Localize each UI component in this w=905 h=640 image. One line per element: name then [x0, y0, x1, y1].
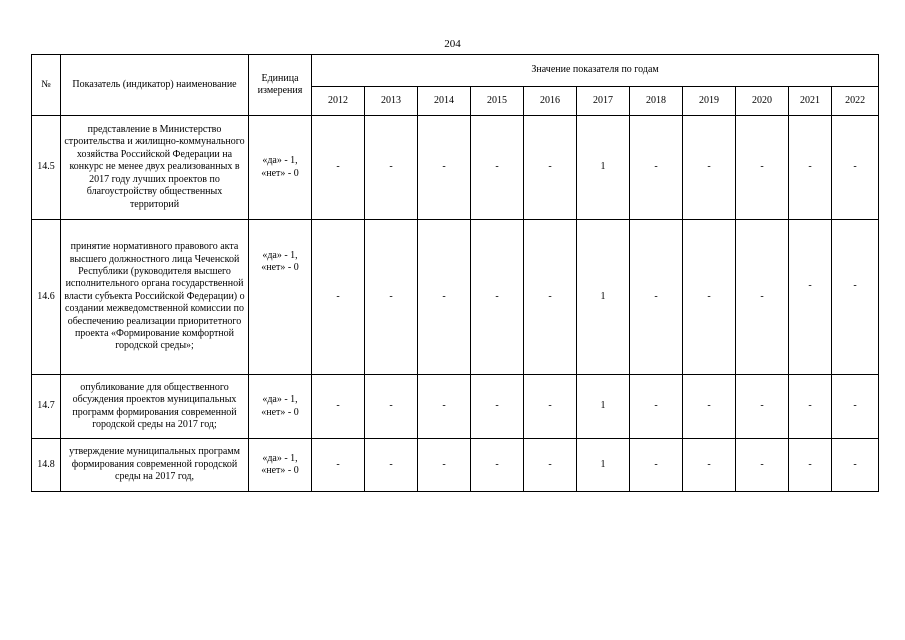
value-cell: -: [524, 375, 577, 439]
value-cell: -: [630, 220, 683, 375]
value-cell: -: [471, 220, 524, 375]
value-cell: -: [789, 116, 832, 220]
value-cell: -: [365, 220, 418, 375]
year-header: 2017: [577, 87, 630, 116]
year-header: 2020: [736, 87, 789, 116]
header-row-1: [32, 55, 879, 87]
indicator-name: принятие нормативного правового акта высшего должностного лица Чеченской Республики (руководителя высшего исполнительного органа государственной власти субъекта Российской Федерации) о создании межведомственной комиссии по обеспечению реализации приоритетного проекта «Формирование комфортной городской среды»;: [61, 220, 249, 375]
value-cell: -: [789, 375, 832, 439]
col-header-num: №: [32, 55, 61, 116]
page-number: 204: [444, 38, 461, 50]
year-header: 2019: [683, 87, 736, 116]
year-header: 2014: [418, 87, 471, 116]
year-header: 2015: [471, 87, 524, 116]
value-cell: -: [471, 375, 524, 439]
value-cell: -: [736, 116, 789, 220]
col-header-values-by-year: Значение показателя по годам: [312, 55, 879, 87]
value-cell: -: [524, 116, 577, 220]
indicator-table: [31, 54, 879, 492]
value-cell: 1: [577, 116, 630, 220]
table-row: [32, 375, 879, 439]
value-cell: -: [683, 116, 736, 220]
value-cell: -: [312, 220, 365, 375]
value-cell: -: [832, 220, 879, 375]
year-header: 2022: [832, 87, 879, 116]
table-row: [32, 220, 879, 375]
year-header: 2016: [524, 87, 577, 116]
row-number: 14.5: [32, 116, 61, 220]
col-header-unit: Единица измерения: [249, 55, 312, 116]
value-cell: -: [832, 439, 879, 492]
value-cell: -: [832, 116, 879, 220]
row-number: 14.8: [32, 439, 61, 492]
table-row: [32, 439, 879, 492]
value-cell: -: [312, 439, 365, 492]
value-cell: -: [365, 375, 418, 439]
value-cell: -: [630, 375, 683, 439]
value-cell: -: [683, 220, 736, 375]
value-cell: -: [832, 375, 879, 439]
row-number: 14.6: [32, 220, 61, 375]
col-header-indicator: Показатель (индикатор) наименование: [61, 55, 249, 116]
value-cell: 1: [577, 439, 630, 492]
value-cell: -: [789, 439, 832, 492]
year-header: 2018: [630, 87, 683, 116]
value-cell: -: [736, 439, 789, 492]
value-cell: -: [312, 375, 365, 439]
value-cell: -: [471, 116, 524, 220]
row-number: 14.7: [32, 375, 61, 439]
value-cell: -: [630, 116, 683, 220]
value-cell: -: [524, 439, 577, 492]
value-cell: -: [418, 116, 471, 220]
unit-cell: «да» - 1, «нет» - 0: [249, 439, 312, 492]
year-header: 2013: [365, 87, 418, 116]
unit-cell: «да» - 1, «нет» - 0: [249, 220, 312, 375]
value-cell: -: [418, 439, 471, 492]
table-row: [32, 116, 879, 220]
year-header: 2021: [789, 87, 832, 116]
value-cell: -: [683, 375, 736, 439]
unit-cell: «да» - 1, «нет» - 0: [249, 116, 312, 220]
value-cell: -: [365, 439, 418, 492]
value-cell: 1: [577, 220, 630, 375]
indicator-name: опубликование для общественного обсуждения проектов муниципальных программ формирования современной городской среды на 2017 год;: [61, 375, 249, 439]
value-cell: -: [418, 375, 471, 439]
value-cell: -: [630, 439, 683, 492]
year-header: 2012: [312, 87, 365, 116]
value-cell: -: [418, 220, 471, 375]
indicator-name: утверждение муниципальных программ формирования современной городской среды на 2017 год,: [61, 439, 249, 492]
value-cell: 1: [577, 375, 630, 439]
value-cell: -: [312, 116, 365, 220]
unit-cell: «да» - 1, «нет» - 0: [249, 375, 312, 439]
value-cell: -: [365, 116, 418, 220]
value-cell: -: [524, 220, 577, 375]
value-cell: -: [471, 439, 524, 492]
value-cell: -: [789, 220, 832, 375]
value-cell: -: [736, 375, 789, 439]
value-cell: -: [736, 220, 789, 375]
value-cell: -: [683, 439, 736, 492]
indicator-name: представление в Министерство строительства и жилищно-коммунального хозяйства Российской Федерации на конкурс не менее двух реализованных в 2017 году лучших проектов по благоустройству общественных территорий: [61, 116, 249, 220]
